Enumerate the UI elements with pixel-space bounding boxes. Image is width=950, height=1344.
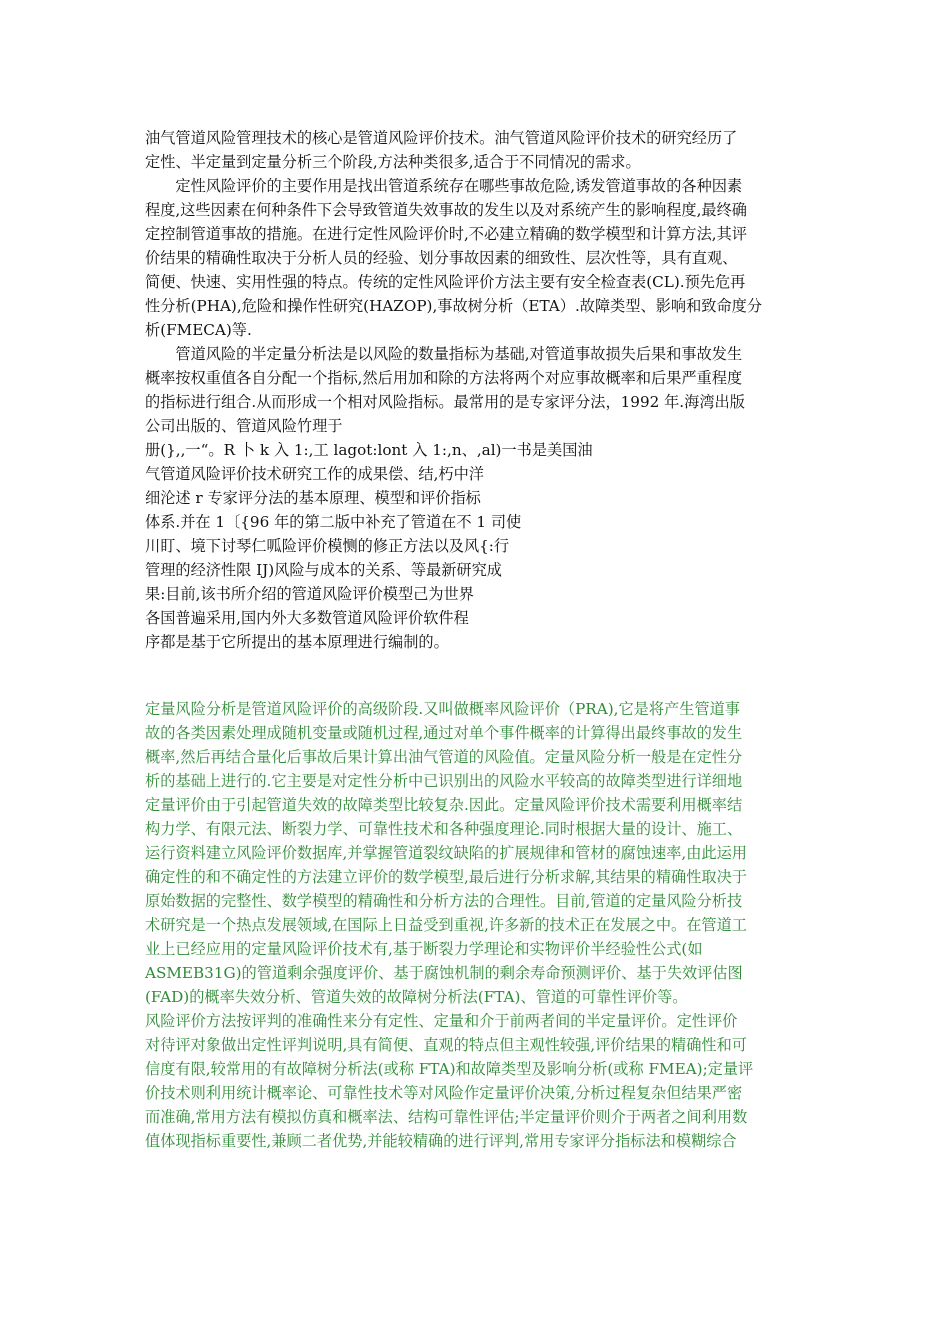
- text-line: 对待评对象做出定性评判说明,具有简便、直观的特点但主观性较强,评价结果的精确性和可: [145, 1036, 747, 1054]
- text-line: 果:目前,该书所介绍的管道风险评价模型己为世界: [145, 585, 474, 603]
- text-line: 定控制管道事故的措施。在进行定性风险评价时,不必建立精确的数学模型和计算方法,其评: [145, 225, 747, 243]
- text-line: 业上已经应用的定量风险评价技术有,基于断裂力学理论和实物评价半经验性公式(如: [145, 940, 703, 958]
- text-line: 构力学、有限元法、断裂力学、可靠性技术和各种强度理论.同时根据大量的设计、施工、: [145, 820, 743, 838]
- text-line: 原始数据的完整性、数学模型的精确性和分析方法的合理性。目前,管道的定量风险分析技: [145, 892, 743, 910]
- text-line: 气管道风险评价技术研究工作的成果偿、结,朽中洋: [145, 465, 484, 483]
- text-line: 析(FMECA)等.: [145, 321, 252, 339]
- text-line: 信度有限,较常用的有故障树分析法(或称 FTA)和故障类型及影响分析(或称 FMEA);定量评: [145, 1060, 754, 1078]
- text-line: 定性风险评价的主要作用是找出管道系统存在哪些事故危险,诱发管道事故的各种因素: [145, 177, 743, 195]
- text-line: 风险评价方法按评判的准确性来分有定性、定量和介于前两者间的半定量评价。定性评价: [145, 1012, 738, 1030]
- text-line: 定性、半定量到定量分析三个阶段,方法种类很多,适合于不同情况的需求。: [145, 153, 641, 171]
- text-line: (FAD)的概率失效分析、管道失效的故障树分析法(FTA)、管道的可靠性评价等。: [145, 988, 688, 1006]
- text-line: ASMEB31G)的管道剩余强度评价、基于腐蚀机制的剩余寿命预测评价、基于失效评估图: [145, 964, 743, 982]
- text-line: 析的基础上进行的.它主要是对定性分析中已识别出的风险水平较高的故障类型进行详细地: [145, 772, 743, 790]
- text-line: 概率,然后再结合量化后事故后果计算出油气管道的风险值。定量风险分析一般是在定性分: [145, 748, 743, 766]
- text-line: 序都是基于它所提出的基本原理进行编制的。: [145, 633, 449, 651]
- text-line: 定量评价由于引起管道失效的故障类型比较复杂.因此。定量风险评价技术需要利用概率结: [145, 796, 743, 814]
- text-line: 的指标进行组合.从而形成一个相对风险指标。最常用的是专家评分法，1992 年.海湾出版: [145, 393, 745, 411]
- text-line: 值体现指标重要性,兼顾二者优势,并能较精确的进行评判,常用专家评分指标法和模糊综合: [145, 1132, 737, 1150]
- text-line: 细沦述 r 专家评分法的基本原理、模型和评价指标: [145, 489, 481, 507]
- text-line: 各国普遍采用,国内外大多数管道风险评价软件程: [145, 609, 469, 627]
- text-line: 确定性的和不确定性的方法建立评价的数学模型,最后进行分析求解,其结果的精确性取决于: [145, 868, 747, 886]
- text-line: 价技术则利用统计概率论、可靠性技术等对风险作定量评价决策,分析过程复杂但结果严密: [145, 1084, 743, 1102]
- text-line: 术研究是一个热点发展领域,在国际上日益受到重视,许多新的技术正在发展之中。在管道工: [145, 916, 747, 934]
- text-line: 定量风险分析是管道风险评价的高级阶段.又叫做概率风险评价（PRA),它是将产生管道事: [145, 700, 740, 718]
- text-line: 管道风险的半定量分析法是以风险的数量指标为基础,对管道事故损失后果和事故发生: [145, 345, 743, 363]
- text-line: 管理的经济性限 IJ)风险与成本的关系、等最新研究成: [145, 561, 502, 579]
- text-line: 程度,这些因素在何种条件下会导致管道失效事故的发生以及对系统产生的影响程度,最终确: [145, 201, 747, 219]
- paragraph-quantitative-risk-analysis: [145, 697, 813, 1009]
- text-line: 概率按权重值各自分配一个指标,然后用加和除的方法将两个对应事故概率和后果严重程度: [145, 369, 743, 387]
- text-line: 运行资料建立风险评价数据库,并掌握管道裂纹缺陷的扩展规律和管材的腐蚀速率,由此运用: [145, 844, 747, 862]
- text-line: 价结果的精确性取决于分析人员的经验、划分事故因素的细致性、层次性等，具有直观、: [145, 249, 738, 267]
- text-line: 简便、快速、实用性强的特点。传统的定性风险评价方法主要有安全检查表(CL).预先危再: [145, 273, 746, 291]
- text-line: 故的各类因素处理成随机变量或随机过程,通过对单个事件概率的计算得出最终事故的发生: [145, 724, 743, 742]
- paragraph-risk-evaluation-methods: [145, 1009, 813, 1153]
- text-line: 油气管道风险管理技术的核心是管道风险评价技术。油气管道风险评价技术的研究经历了: [145, 129, 738, 147]
- paragraph-qualitative-risk-assessment: [145, 126, 813, 654]
- text-line: 川盯、境下讨琴仁呱险评价模恻的修正方法以及风{:行: [145, 537, 510, 555]
- text-line: 性分析(PHA),危险和操作性研究(HAZOP),事故树分析（ETA）.故障类型、影响和致命度分: [145, 297, 763, 315]
- text-line: 体系.并在 1〔{96 年的第二版中补充了管道在不 1 司使: [145, 513, 522, 531]
- text-line: 而准确,常用方法有模拟仿真和概率法、结构可靠性评估;半定量评价则介于两者之间利用数: [145, 1108, 748, 1126]
- text-line: 册(},,一“。R 卜 k 入 1:,工 lagot:lont 入 1:,n、,al)一书是美国油: [145, 441, 593, 459]
- text-line: 公司出版的、管道风险竹理于: [145, 417, 343, 435]
